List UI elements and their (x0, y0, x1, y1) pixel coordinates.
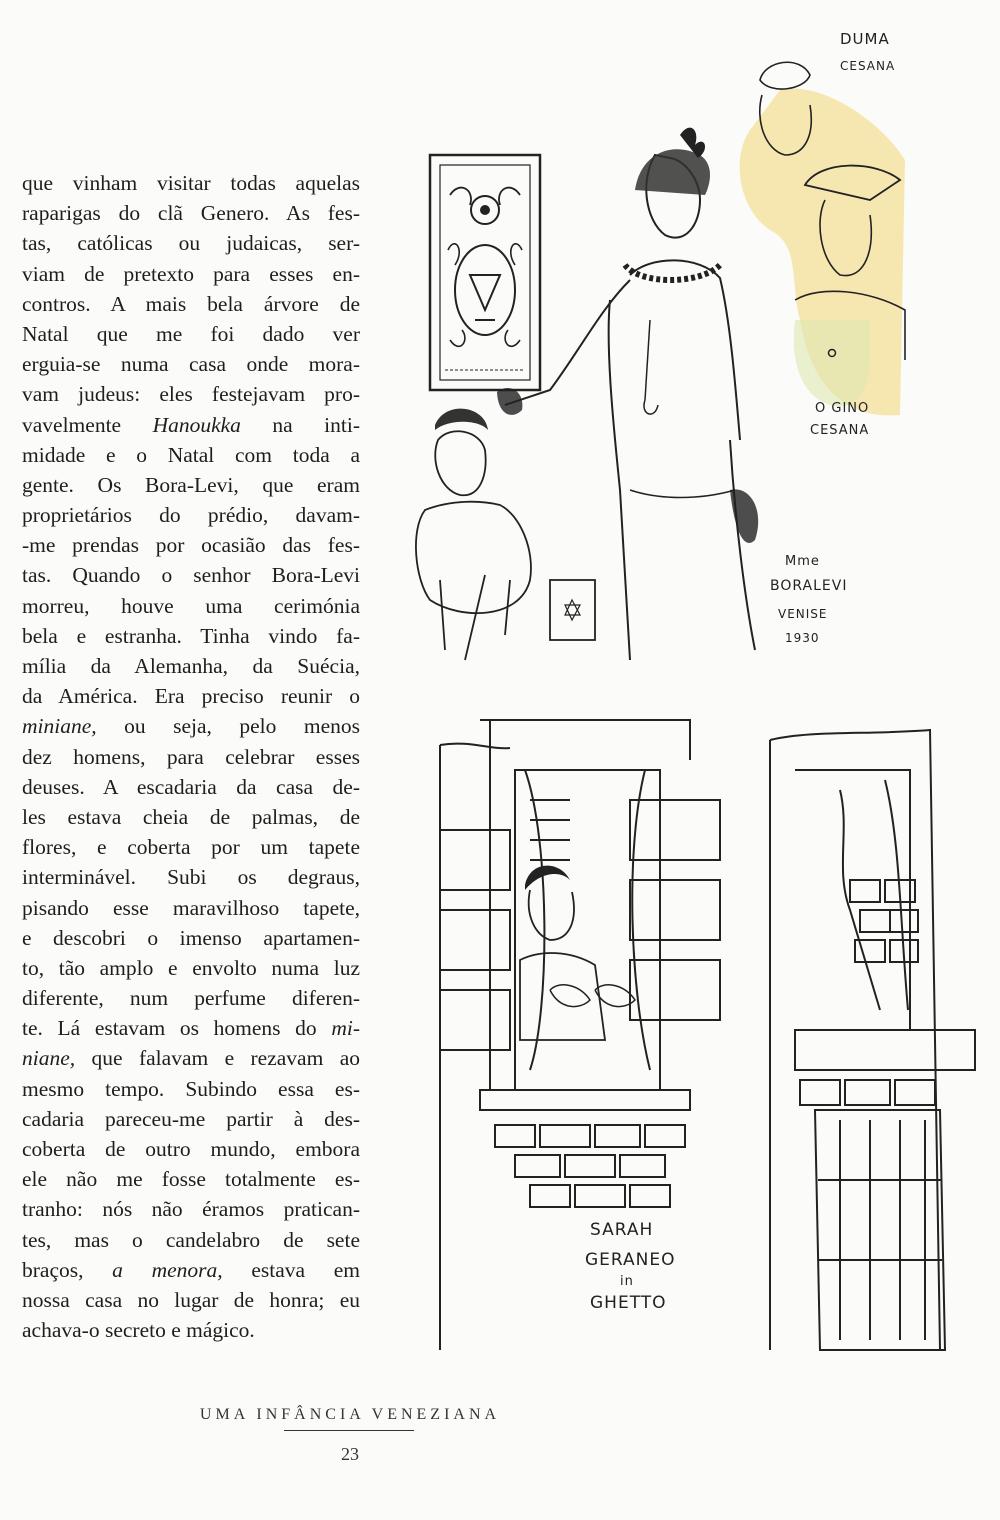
caption-cesana-2: CESANA (810, 423, 870, 438)
bottom-illustration (430, 710, 985, 1360)
body-text-column (22, 168, 360, 1345)
running-footer-title: UMA INFÂNCIA VENEZIANA (199, 1406, 501, 1423)
body-line-italic: niane, (22, 1046, 76, 1071)
body-line-text: e descobri o imenso apartamen- (22, 925, 360, 950)
body-line-text: les estava cheia de palmas, de (22, 804, 360, 829)
body-line (22, 198, 360, 228)
body-line (22, 530, 360, 560)
body-line-text: que falavam e rezavam ao (91, 1046, 361, 1071)
body-line-italic: Hanoukka (152, 412, 241, 437)
body-line (22, 1255, 360, 1285)
body-line-text: tas. Quando o senhor Bora-Levi (22, 563, 360, 588)
body-line (22, 259, 360, 289)
body-line (22, 893, 360, 923)
body-line-text: pisando esse maravilhoso tapete, (22, 895, 360, 920)
body-line-text: achava-o secreto e mágico. (22, 1318, 255, 1343)
body-line-text: na inti- (272, 412, 360, 437)
caption-in: in (620, 1274, 634, 1289)
body-line-text: flores, e coberta por um tapete (22, 835, 360, 860)
body-line (22, 470, 360, 500)
top-illustration (400, 20, 920, 670)
body-line-text: ele não me fosse totalmente es- (22, 1167, 360, 1192)
body-line (22, 1194, 360, 1224)
body-line (22, 410, 360, 440)
body-line (22, 923, 360, 953)
body-line (22, 1225, 360, 1255)
body-line-text: proprietários do prédio, davam- (22, 503, 360, 528)
caption-ghetto: GHETTO (590, 1293, 667, 1313)
body-line-text: gente. Os Bora-Levi, que eram (22, 472, 360, 497)
body-line (22, 1164, 360, 1194)
body-line (22, 1315, 360, 1345)
body-line (22, 1134, 360, 1164)
caption-geraneo: GERANEO (585, 1250, 676, 1270)
body-line (22, 983, 360, 1013)
body-line-text: interminável. Subi os degraus, (22, 865, 360, 890)
body-line (22, 289, 360, 319)
body-line (22, 802, 360, 832)
body-line-text: bela e estranha. Tinha vindo fa- (22, 623, 360, 648)
caption-boralevi: BORALEVI (770, 578, 848, 594)
body-line (22, 742, 360, 772)
body-line (22, 1285, 360, 1315)
body-line-text: diferente, num perfume diferen- (22, 986, 360, 1011)
body-line (22, 319, 360, 349)
body-line-text: mília da Alemanha, da Suécia, (22, 654, 360, 678)
body-line-text: cadaria pareceu-me partir à des- (22, 1106, 360, 1131)
caption-year: 1930 (785, 631, 820, 645)
caption-venise: VENISE (778, 607, 828, 621)
body-line-text: deuses. A escadaria da casa de- (22, 774, 360, 799)
body-line-text: te. Lá estavam os homens do (22, 1016, 317, 1041)
caption-gino: O GINO (815, 401, 870, 416)
body-line-text: da América. Era preciso reunir o (22, 684, 360, 709)
body-line (22, 862, 360, 892)
body-line (22, 500, 360, 530)
body-line-italic: a menora, (112, 1257, 223, 1282)
body-line (22, 560, 360, 590)
caption-sarah: SARAH (590, 1220, 654, 1240)
body-line-text: dez homens, para celebrar esses (22, 744, 360, 769)
body-line-text: braços, (22, 1257, 84, 1282)
body-line-text: -me prendas por ocasião das fes- (22, 533, 360, 558)
body-line (22, 621, 360, 651)
body-line (22, 681, 360, 711)
body-line-text: que vinham visitar todas aquelas (22, 171, 360, 195)
body-line-text: estava em (251, 1257, 360, 1282)
page-number: 23 (341, 1444, 359, 1464)
body-line-text: midade e o Natal com toda a (22, 442, 360, 467)
body-line (22, 168, 360, 198)
body-line-text: tranho: nós não éramos pratican- (22, 1197, 360, 1222)
body-line (22, 349, 360, 379)
body-line-text: contros. A mais bela árvore de (22, 291, 360, 316)
body-line (22, 379, 360, 409)
caption-duma: DUMA (840, 30, 890, 48)
caption-cesana-1: CESANA (840, 59, 896, 73)
body-line (22, 228, 360, 258)
body-line-text: coberta de outro mundo, embora (22, 1137, 360, 1161)
body-line-italic: mi- (331, 1016, 360, 1041)
body-line-text: viam de pretexto para esses en- (22, 261, 360, 286)
body-line-text: vam judeus: eles festejavam pro- (22, 382, 360, 407)
body-line-text: erguia-se numa casa onde mora- (22, 352, 360, 377)
body-line-text: nossa casa no lugar de honra; eu (22, 1287, 360, 1312)
footer-rule (284, 1430, 414, 1431)
body-line (22, 651, 360, 681)
body-line (22, 1043, 360, 1073)
body-line-text: tes, mas o candelabro de sete (22, 1227, 360, 1252)
body-line (22, 440, 360, 470)
caption-mme: Mme (785, 554, 820, 569)
body-line-text: ou seja, pelo menos (124, 714, 361, 739)
body-line-text: tas, católicas ou judaicas, ser- (22, 231, 360, 256)
body-line-text: mesmo tempo. Subindo essa es- (22, 1076, 360, 1101)
body-line (22, 953, 360, 983)
bora-levi-sketch (400, 20, 920, 670)
body-line-text: vavelmente (22, 412, 122, 437)
body-line-text: morreu, houve uma cerimónia (22, 593, 360, 618)
body-line (22, 1013, 360, 1043)
body-line (22, 591, 360, 621)
body-line-text: raparigas do clã Genero. As fes- (22, 201, 360, 226)
body-line (22, 772, 360, 802)
body-line-italic: miniane, (22, 714, 97, 739)
body-line-text: Natal que me foi dado ver (22, 321, 360, 346)
body-line (22, 832, 360, 862)
body-line-text: to, tão amplo e envolto numa luz (22, 955, 360, 980)
body-line (22, 1074, 360, 1104)
ghetto-windows-sketch (430, 710, 985, 1360)
body-line (22, 711, 360, 741)
body-line (22, 1104, 360, 1134)
